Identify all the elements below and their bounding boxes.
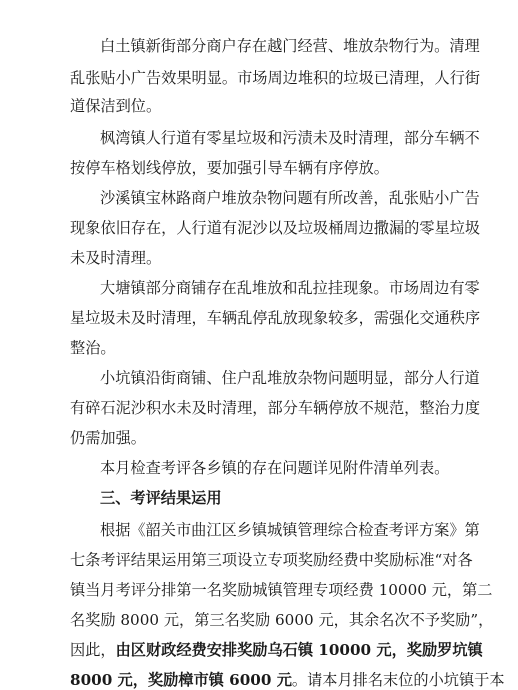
paragraph-datang-line-1: 大塘镇部分商铺存在乱堆放和乱拉挂现象。市场周边有零 bbox=[100, 279, 480, 297]
bold-text-segment: 由区财政经费安排奖励乌石镇 10000 元，奖励罗坑镇 bbox=[115, 641, 483, 659]
paragraph-results-line-6 bbox=[70, 670, 505, 690]
paragraph-xiaokeng-line-2: 有碎石泥沙积水未及时清理，部分车辆停放不规范，整治力度 bbox=[70, 399, 481, 417]
section-heading-3: 三、考评结果运用 bbox=[100, 489, 222, 507]
paragraph-attachment-note: 本月检查考评各乡镇的存在问题详见附件清单列表。 bbox=[100, 459, 450, 477]
paragraph-results-line-4: 名奖励 8000 元，第三名奖励 6000 元，其余名次不予奖励”， bbox=[70, 611, 494, 629]
paragraph-xiaokeng-line-3: 仍需加强。 bbox=[70, 429, 146, 447]
paragraph-baitu-line-3: 道保洁到位。 bbox=[70, 97, 162, 115]
paragraph-baitu-line-2: 乱张贴小广告效果明显。市场周边堆积的垃圾已清理，人行街 bbox=[70, 69, 481, 87]
bold-text-segment: 8000 元，奖励樟市镇 6000 元 bbox=[70, 671, 292, 689]
paragraph-results-line-2: 七条考评结果运用第三项设立专项奖励经费中奖励标准“对各 bbox=[70, 551, 473, 569]
paragraph-xiaokeng-line-1: 小坑镇沿街商铺、住户乱堆放杂物问题明显，部分人行道 bbox=[100, 369, 480, 387]
text-segment: 因此， bbox=[70, 641, 116, 659]
paragraph-baitu-line-1: 白土镇新街部分商户存在越门经营、堆放杂物行为。清理 bbox=[100, 37, 480, 55]
paragraph-shaxi-line-3: 未及时清理。 bbox=[70, 249, 162, 267]
paragraph-shaxi-line-1: 沙溪镇宝林路商户堆放杂物问题有所改善，乱张贴小广告 bbox=[100, 189, 480, 207]
paragraph-fengwan-line-2: 按停车格划线停放，要加强引导车辆有序停放。 bbox=[70, 159, 389, 177]
paragraph-fengwan-line-1: 枫湾镇人行道有零星垃圾和污渍未及时清理，部分车辆不 bbox=[100, 129, 480, 147]
paragraph-results-line-5 bbox=[70, 640, 483, 660]
paragraph-results-line-1: 根据《韶关市曲江区乡镇城镇管理综合检查考评方案》第 bbox=[100, 521, 480, 539]
text-segment: 。请本月排名末位的小坑镇于本 bbox=[291, 671, 505, 689]
paragraph-shaxi-line-2: 现象依旧存在，人行道有泥沙以及垃圾桶周边撒漏的零星垃圾 bbox=[70, 219, 481, 237]
paragraph-datang-line-3: 整治。 bbox=[70, 339, 116, 357]
paragraph-datang-line-2: 星垃圾未及时清理，车辆乱停乱放现象较多，需强化交通秩序 bbox=[70, 309, 481, 327]
paragraph-results-line-3: 镇当月考评分排第一名奖励城镇管理专项经费 10000 元，第二 bbox=[70, 581, 493, 599]
